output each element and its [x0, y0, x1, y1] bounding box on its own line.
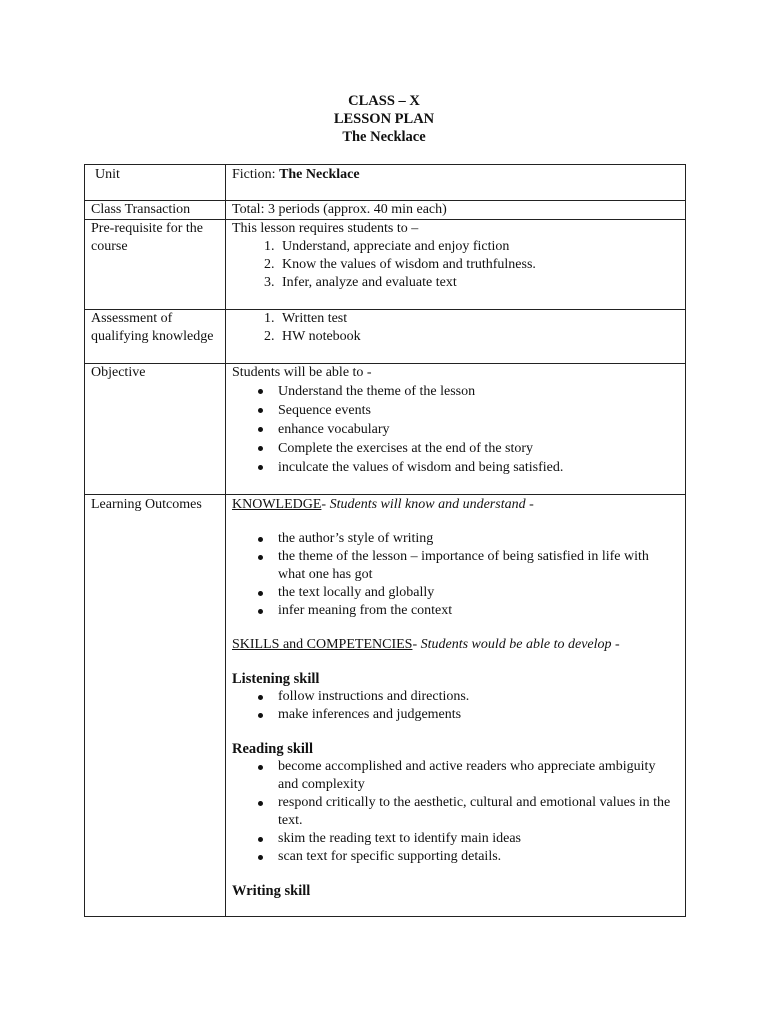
lesson-plan-heading: LESSON PLAN: [333, 111, 435, 127]
list-item: the text locally and globally: [278, 584, 679, 602]
row-class-transaction: [85, 201, 686, 220]
list-item: make inferences and judgements: [278, 706, 679, 724]
row-assessment: [85, 310, 686, 364]
reading-skill-list: [232, 758, 679, 866]
skills-intro: - Students would be able to develop -: [412, 637, 620, 652]
list-item: respond critically to the aesthetic, cultural and emotional values in the text.: [278, 794, 679, 830]
label-prerequisite: Pre-requisite for the course: [85, 220, 226, 310]
listening-skill-list: [232, 688, 679, 724]
knowledge-line: [232, 495, 679, 514]
class-heading: CLASS – X: [348, 93, 420, 109]
reading-skill-heading: Reading skill: [232, 741, 313, 757]
row-unit: [85, 165, 686, 201]
writing-skill-heading: Writing skill: [232, 883, 311, 899]
row-prerequisite: [85, 220, 686, 310]
list-item: 2. HW notebook: [278, 328, 679, 346]
skills-line: [232, 636, 679, 654]
listening-skill-heading: Listening skill: [232, 671, 320, 687]
prerequisite-list: [232, 238, 679, 292]
label-objective: Objective: [85, 364, 226, 495]
list-item: 3. Infer, analyze and evaluate text: [278, 274, 679, 292]
document-title: [0, 92, 768, 146]
unit-title: The Necklace: [279, 167, 360, 182]
list-item: 2. Know the values of wisdom and truthfulness.: [278, 256, 679, 274]
value-learning-outcomes: [226, 495, 686, 917]
list-item: Sequence events: [278, 401, 679, 420]
list-item: the theme of the lesson – importance of being satisfied in life with what one has got: [278, 548, 679, 584]
objective-list: [232, 382, 679, 477]
value-objective: [226, 364, 686, 495]
list-item: skim the reading text to identify main ideas: [278, 830, 679, 848]
prerequisite-intro: This lesson requires students to –: [232, 221, 419, 236]
value-prerequisite: [226, 220, 686, 310]
knowledge-list: [232, 530, 679, 620]
label-learning-outcomes: Learning Outcomes: [85, 495, 226, 917]
list-item: scan text for specific supporting details.: [278, 848, 679, 866]
skills-heading: SKILLS and COMPETENCIES: [232, 637, 413, 652]
row-objective: [85, 364, 686, 495]
list-item: inculcate the values of wisdom and being satisfied.: [278, 458, 679, 477]
list-item: become accomplished and active readers who appreciate ambiguity and complexity: [278, 758, 679, 794]
lesson-title-heading: The Necklace: [342, 129, 426, 145]
label-unit: Unit: [85, 165, 226, 201]
knowledge-heading: KNOWLEDGE: [232, 497, 322, 512]
list-item: 1. Written test: [278, 310, 679, 328]
assessment-list: [232, 310, 679, 346]
value-assessment: [226, 310, 686, 364]
list-item: Complete the exercises at the end of the story: [278, 439, 679, 458]
value-class-transaction: Total: 3 periods (approx. 40 min each): [226, 201, 686, 220]
value-unit: Fiction: The Necklace: [226, 165, 686, 201]
objective-intro: Students will be able to -: [232, 365, 372, 380]
list-item: the author’s style of writing: [278, 530, 679, 548]
lesson-plan-table: [84, 164, 686, 917]
label-class-transaction: Class Transaction: [85, 201, 226, 220]
list-item: Understand the theme of the lesson: [278, 382, 679, 401]
label-assessment: Assessment of qualifying knowledge: [85, 310, 226, 364]
list-item: follow instructions and directions.: [278, 688, 679, 706]
row-learning-outcomes: [85, 495, 686, 917]
knowledge-intro: - Students will know and understand -: [321, 497, 534, 512]
list-item: infer meaning from the context: [278, 602, 679, 620]
list-item: 1. Understand, appreciate and enjoy fiction: [278, 238, 679, 256]
list-item: enhance vocabulary: [278, 420, 679, 439]
